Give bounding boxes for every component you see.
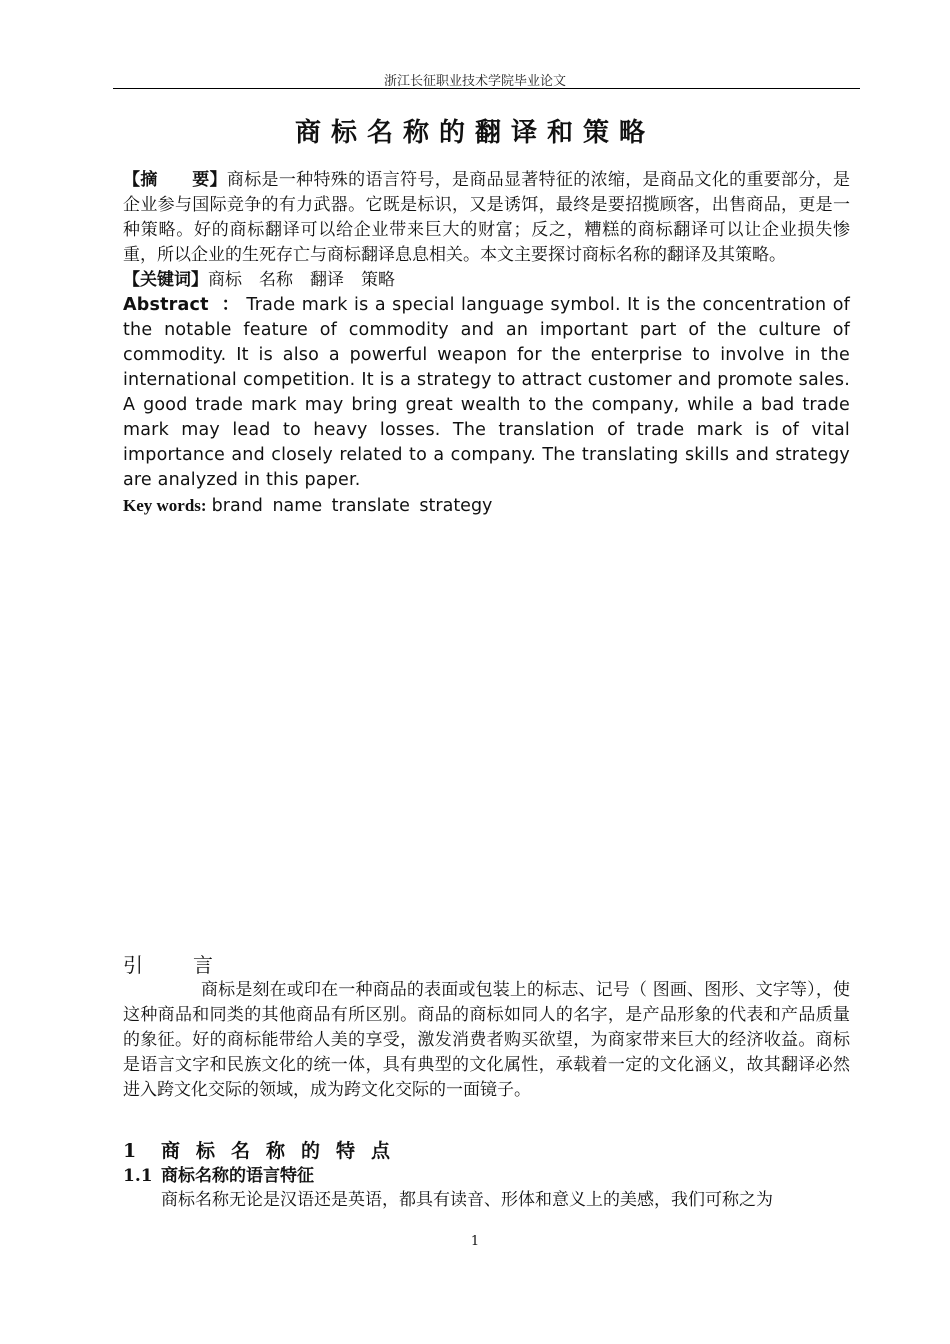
- intro-paragraph: 商标是刻在或印在一种商品的表面或包装上的标志、记号（ 图画、图形、文字等），使这种商品和同类的其他商品有所区别。商品的商标如同人的名字，是产品形象的代表和产品质量的象征。好的商标能带给人美的享受，激发消费者购买欲望，为商家带来巨大的经济收益。商标是语言文字和民族文化的统一体，具有典型的文化属性，承载着一定的文化涵义，故其翻译必然进入跨文化交际的领域，成为跨文化交际的一面镜子。: [123, 980, 850, 1100]
- running-header: 浙江长征职业技术学院毕业论文: [383, 74, 566, 89]
- section-1: [123, 1138, 850, 1213]
- section-1-1-number: 1.1: [123, 1166, 153, 1186]
- paper-title: 商标名称的翻译和策略: [294, 118, 655, 148]
- keywords-cn-label: 【关键词】: [123, 270, 208, 290]
- section-1-1-heading: [123, 1164, 850, 1188]
- keywords-cn-text: 商标 名称 翻译 策略: [208, 270, 395, 290]
- abstract-en-label: Abstract ：: [123, 295, 240, 315]
- section-1-number: 1: [123, 1140, 137, 1162]
- page-number: 1: [470, 1234, 480, 1249]
- abstract-en: [123, 293, 850, 493]
- section-1-title: 商标名称的特点: [161, 1140, 407, 1162]
- abstract-en-text: Trade mark is a special language symbol. It is the concentration of the notable feature of commodity and an important part of the culture of commodity. It is also a powerful weapon for the enterprise to involve in the international competition. It is a strategy to attract customer and promote sales. A good trade mark may bring great wealth to the company, while a bad trade mark may lead to heavy losses. The translation of trade mark is of vital importance and closely related to a company. The translating skills and strategy are analyzed in this paper.: [123, 295, 851, 490]
- introduction: [123, 952, 850, 1103]
- keywords-en-text: brand name translate strategy: [211, 496, 493, 516]
- header-rule: [113, 88, 860, 89]
- keywords-en: [123, 493, 850, 519]
- section-1-1-title: 商标名称的语言特征: [161, 1166, 314, 1186]
- intro-heading: 引言: [123, 953, 263, 977]
- keywords-cn: [123, 268, 850, 293]
- abstract-cn-label: 【摘 要】: [123, 170, 227, 190]
- abstract-cn: [123, 168, 850, 268]
- keywords-en-label: Key words:: [123, 496, 207, 515]
- abstract-block: [123, 168, 850, 519]
- section-1-heading: [123, 1138, 850, 1164]
- abstract-cn-text: 商标是一种特殊的语言符号，是商品显著特征的浓缩，是商品文化的重要部分，是企业参与国际竞争的有力武器。它既是标识，又是诱饵，最终是要招揽顾客，出售商品，更是一种策略。好的商标翻译可以给企业带来巨大的财富；反之，糟糕的商标翻译可以让企业损失惨重，所以企业的生死存亡与商标翻译息息相关。本文主要探讨商标名称的翻译及其策略。: [123, 170, 851, 265]
- section-1-1-paragraph: 商标名称无论是汉语还是英语，都具有读音、形体和意义上的美感，我们可称之为: [161, 1190, 773, 1210]
